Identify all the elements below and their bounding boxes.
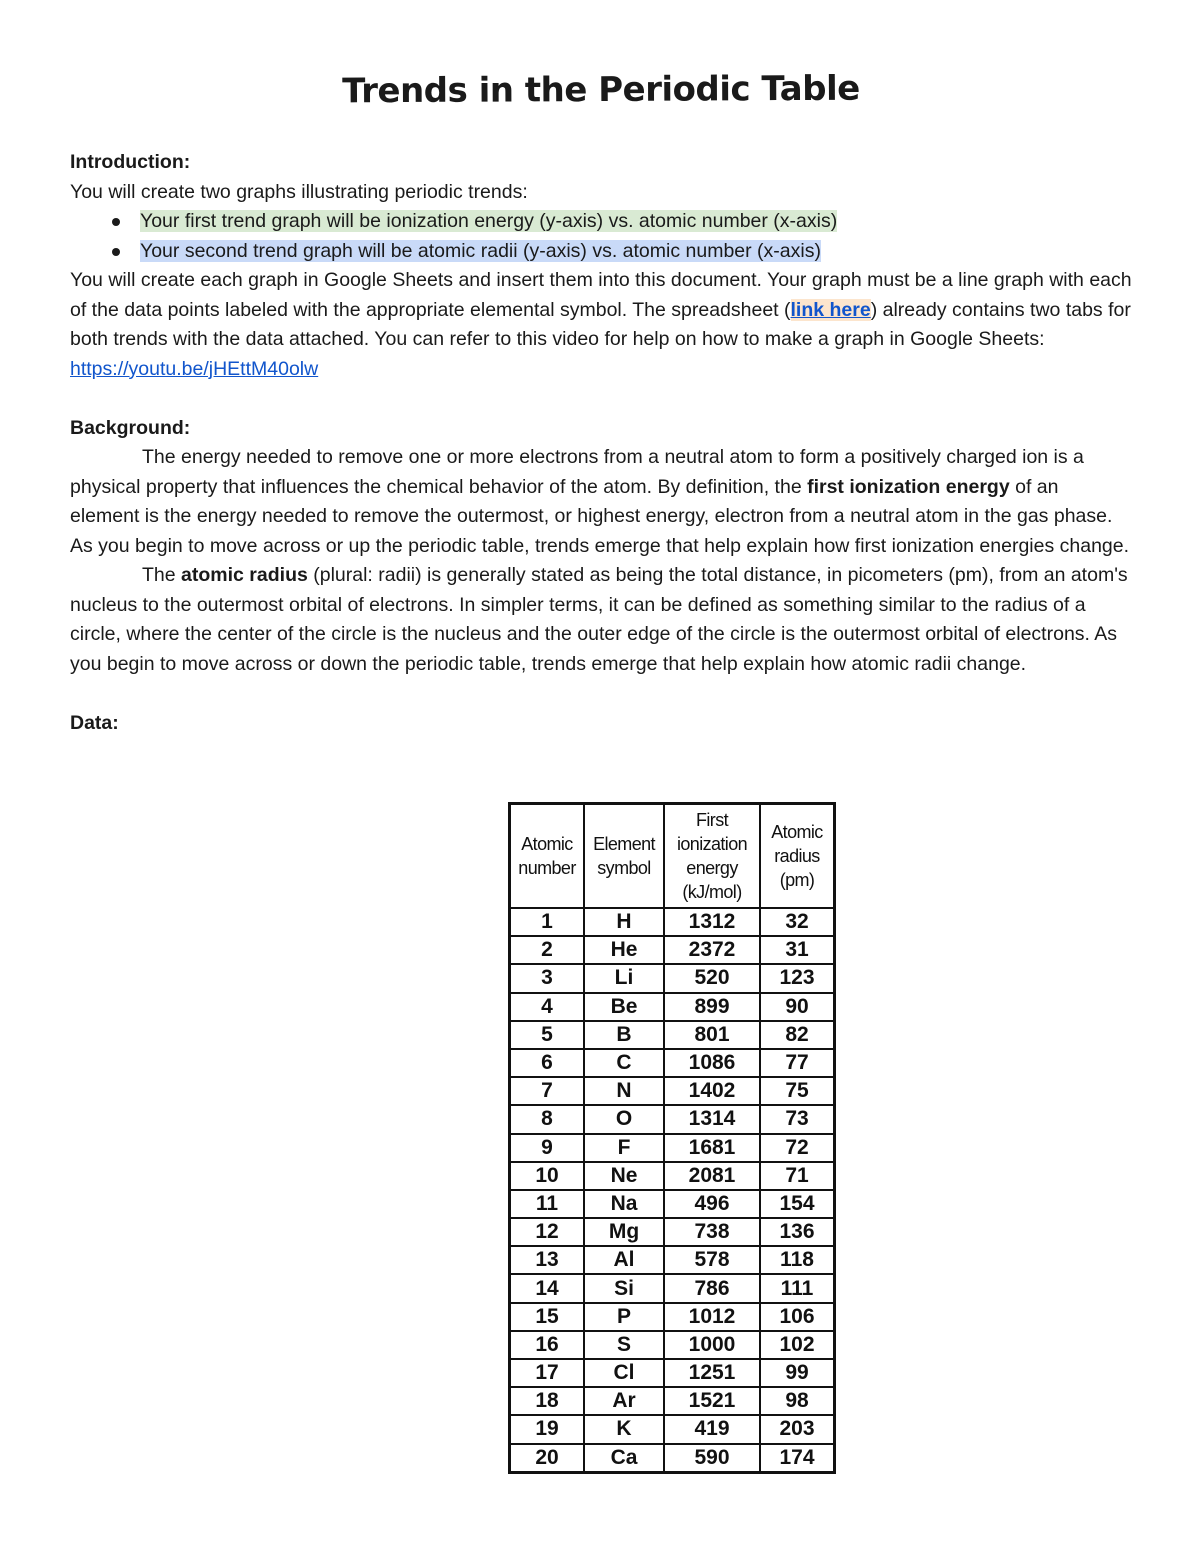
header-element-symbol: Element symbol xyxy=(584,804,664,909)
radius-text-b: (plural: radii) is generally stated as being the total distance, in picometers (pm), from an atom's nucleus to the outermost orbital of electrons. In simpler terms, it can be defined as something similar to the radius of a circle, where the center of the circle is the nucleus and the outer edge of the circle is the outermost orbital of electrons. As you begin to move across or down the periodic table, trends emerge that help explain how atomic radii change. xyxy=(70,564,1128,675)
bullet-icon xyxy=(112,218,120,226)
element-symbol-cell: Mg xyxy=(584,1218,664,1246)
radius-paragraph xyxy=(70,561,1132,679)
table-row xyxy=(510,1246,835,1274)
atomic-number-cell: 17 xyxy=(510,1359,585,1387)
atomic-number-cell: 9 xyxy=(510,1134,585,1162)
element-symbol-cell: Ne xyxy=(584,1162,664,1190)
table-header-row xyxy=(510,804,835,909)
table-row xyxy=(510,1444,835,1473)
atomic-radius-cell: 77 xyxy=(760,1049,835,1077)
atomic-number-cell: 1 xyxy=(510,908,585,936)
ionization-energy-cell: 2372 xyxy=(664,936,760,964)
page-title: Trends in the Periodic Table xyxy=(342,68,860,112)
element-symbol-cell: Ar xyxy=(584,1387,664,1415)
atomic-radius-cell: 106 xyxy=(760,1303,835,1331)
ionization-energy-cell: 1312 xyxy=(664,908,760,936)
atomic-number-cell: 12 xyxy=(510,1218,585,1246)
background-heading: Background: xyxy=(70,416,191,439)
element-symbol-cell: N xyxy=(584,1077,664,1105)
header-atomic-number: Atomic number xyxy=(510,804,585,909)
atomic-number-cell: 18 xyxy=(510,1387,585,1415)
ionization-energy-cell: 1681 xyxy=(664,1134,760,1162)
header-ionization-energy: First ionization energy (kJ/mol) xyxy=(664,804,760,909)
table-row xyxy=(510,936,835,964)
data-heading: Data: xyxy=(70,711,119,734)
table-row xyxy=(510,1105,835,1133)
ionization-energy-cell: 520 xyxy=(664,964,760,992)
atomic-number-cell: 15 xyxy=(510,1303,585,1331)
table-row xyxy=(510,1218,835,1246)
element-symbol-cell: B xyxy=(584,1021,664,1049)
table-row xyxy=(510,964,835,992)
atomic-radius-cell: 32 xyxy=(760,908,835,936)
atomic-number-cell: 11 xyxy=(510,1190,585,1218)
ionization-energy-cell: 2081 xyxy=(664,1162,760,1190)
first-trend-bullet: Your first trend graph will be ionization energy (y-axis) vs. atomic number (x-axis) xyxy=(140,210,838,232)
ionization-energy-cell: 1521 xyxy=(664,1387,760,1415)
ionization-energy-cell: 590 xyxy=(664,1444,760,1473)
atomic-number-cell: 20 xyxy=(510,1444,585,1473)
radius-text-a: The xyxy=(142,564,182,586)
element-symbol-cell: F xyxy=(584,1134,664,1162)
atomic-radius-cell: 136 xyxy=(760,1218,835,1246)
atomic-radius-cell: 99 xyxy=(760,1359,835,1387)
bullet-icon xyxy=(112,248,120,256)
atomic-number-cell: 13 xyxy=(510,1246,585,1274)
list-item xyxy=(70,207,1132,237)
ionization-energy-cell: 419 xyxy=(664,1415,760,1443)
atomic-number-cell: 10 xyxy=(510,1162,585,1190)
element-data-table xyxy=(508,802,836,1474)
trend-list xyxy=(70,207,1132,266)
first-ionization-term: first ionization energy xyxy=(807,475,1010,498)
table-row xyxy=(510,993,835,1021)
second-trend-bullet: Your second trend graph will be atomic radii (y-axis) vs. atomic number (x-axis) xyxy=(140,239,821,262)
document-body xyxy=(70,148,1132,738)
ionization-energy-cell: 578 xyxy=(664,1246,760,1274)
table-row xyxy=(510,1387,835,1415)
ionization-energy-cell: 1000 xyxy=(664,1331,760,1359)
atomic-number-cell: 14 xyxy=(510,1274,585,1302)
atomic-radius-cell: 73 xyxy=(760,1105,835,1133)
atomic-radius-cell: 118 xyxy=(760,1246,835,1274)
ionization-energy-cell: 786 xyxy=(664,1274,760,1302)
element-symbol-cell: Li xyxy=(584,964,664,992)
atomic-number-cell: 3 xyxy=(510,964,585,992)
atomic-radius-cell: 174 xyxy=(760,1444,835,1473)
instructions-paragraph xyxy=(70,266,1132,384)
ionization-energy-cell: 1012 xyxy=(664,1303,760,1331)
ionization-energy-cell: 801 xyxy=(664,1021,760,1049)
element-symbol-cell: C xyxy=(584,1049,664,1077)
ionization-energy-cell: 496 xyxy=(664,1190,760,1218)
atomic-number-cell: 5 xyxy=(510,1021,585,1049)
atomic-radius-cell: 98 xyxy=(760,1387,835,1415)
ionization-energy-cell: 1402 xyxy=(664,1077,760,1105)
element-symbol-cell: Be xyxy=(584,993,664,1021)
element-symbol-cell: Al xyxy=(584,1246,664,1274)
element-symbol-cell: O xyxy=(584,1105,664,1133)
table-row xyxy=(510,1134,835,1162)
ionization-text-b: of an element is the energy needed to remove the outermost, or highest energy, electron from a neutral atom in the gas phase. As you begin to move across or up the periodic table, trends emerge that help explain how first ionization energies change. xyxy=(70,475,1130,557)
ionization-energy-cell: 1086 xyxy=(664,1049,760,1077)
atomic-number-cell: 2 xyxy=(510,936,585,964)
list-item xyxy=(70,237,1132,267)
atomic-radius-cell: 102 xyxy=(760,1331,835,1359)
atomic-number-cell: 19 xyxy=(510,1415,585,1443)
element-symbol-cell: H xyxy=(584,908,664,936)
video-link[interactable]: https://youtu.be/jHEttM40olw xyxy=(70,357,319,380)
atomic-number-cell: 6 xyxy=(510,1049,585,1077)
atomic-radius-cell: 75 xyxy=(760,1077,835,1105)
ionization-paragraph xyxy=(70,443,1132,561)
atomic-radius-cell: 90 xyxy=(760,993,835,1021)
element-symbol-cell: P xyxy=(584,1303,664,1331)
atomic-radius-term: atomic radius xyxy=(181,564,308,586)
atomic-radius-cell: 72 xyxy=(760,1134,835,1162)
table-row xyxy=(510,1021,835,1049)
table-row xyxy=(510,1359,835,1387)
atomic-radius-cell: 71 xyxy=(760,1162,835,1190)
table-row xyxy=(510,1190,835,1218)
atomic-radius-cell: 203 xyxy=(760,1415,835,1443)
atomic-radius-cell: 123 xyxy=(760,964,835,992)
table-row xyxy=(510,1331,835,1359)
table-row xyxy=(510,1274,835,1302)
introduction-lead: You will create two graphs illustrating periodic trends: xyxy=(70,180,528,203)
atomic-radius-cell: 31 xyxy=(760,936,835,964)
table-row xyxy=(510,908,835,936)
element-symbol-cell: He xyxy=(584,936,664,964)
table-row xyxy=(510,1077,835,1105)
ionization-text-a: The energy needed to remove one or more electrons from a neutral atom to form a positively charged ion is a physical property that influences the chemical behavior of the atom. By definition, the xyxy=(70,446,1084,498)
atomic-number-cell: 16 xyxy=(510,1331,585,1359)
element-symbol-cell: Si xyxy=(584,1274,664,1302)
ionization-energy-cell: 1251 xyxy=(664,1359,760,1387)
element-symbol-cell: S xyxy=(584,1331,664,1359)
table-row xyxy=(510,1415,835,1443)
element-symbol-cell: Na xyxy=(584,1190,664,1218)
instructions-text-a: You will create each graph in Google Sheets and insert them into this document. Your graph must be a line graph with each of the data points labeled with the appropriate elemental symbol. The spreadsheet ( xyxy=(70,269,1132,321)
element-symbol-cell: Cl xyxy=(584,1359,664,1387)
ionization-energy-cell: 738 xyxy=(664,1218,760,1246)
table-row xyxy=(510,1162,835,1190)
spreadsheet-link[interactable]: link here xyxy=(790,298,871,321)
atomic-number-cell: 8 xyxy=(510,1105,585,1133)
header-atomic-radius: Atomic radius (pm) xyxy=(760,804,835,909)
atomic-radius-cell: 111 xyxy=(760,1274,835,1302)
table-row xyxy=(510,1049,835,1077)
instructions-text-b: ) already contains two tabs for both trends with the data attached. You can refer to this video for help on how to make a graph in Google Sheets: xyxy=(70,298,1131,350)
table-row xyxy=(510,1303,835,1331)
atomic-number-cell: 4 xyxy=(510,993,585,1021)
atomic-radius-cell: 82 xyxy=(760,1021,835,1049)
element-symbol-cell: K xyxy=(584,1415,664,1443)
atomic-number-cell: 7 xyxy=(510,1077,585,1105)
introduction-heading: Introduction: xyxy=(70,151,191,173)
ionization-energy-cell: 1314 xyxy=(664,1105,760,1133)
ionization-energy-cell: 899 xyxy=(664,993,760,1021)
atomic-radius-cell: 154 xyxy=(760,1190,835,1218)
element-symbol-cell: Ca xyxy=(584,1444,664,1473)
